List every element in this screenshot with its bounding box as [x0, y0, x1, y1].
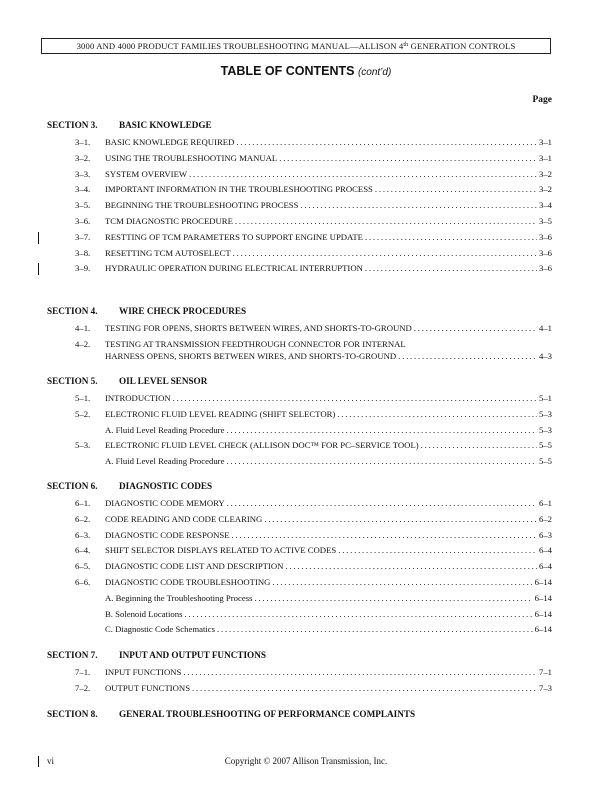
section-title: WIRE CHECK PROCEDURES [119, 306, 247, 316]
dot-leader [192, 682, 537, 694]
entry-title: TCM DIAGNOSTIC PROCEDURE [105, 216, 233, 226]
entry-line [105, 392, 552, 404]
entry-page: 6–4 [538, 545, 552, 556]
toc-entry [75, 183, 552, 195]
dot-leader [227, 497, 537, 509]
section-heading [47, 481, 212, 491]
entry-title: RESTTING OF TCM PARAMETERS TO SUPPORT ENGINE UPDATE [105, 231, 363, 242]
entry-number: 6–5. [75, 561, 91, 572]
entry-number: 6–1. [75, 498, 91, 508]
entry-number: 7–2. [75, 682, 91, 693]
entry-title: TESTING FOR OPENS, SHORTS BETWEEN WIRES, AND SHORTS-TO-GROUND [105, 323, 412, 333]
dot-leader [217, 623, 533, 635]
section-title: INPUT AND OUTPUT FUNCTIONS [119, 650, 266, 660]
change-bar [38, 232, 39, 244]
dot-leader [375, 183, 537, 195]
entry-page: 6–1 [538, 498, 552, 508]
toc-entry [75, 408, 552, 420]
entry-page: 5–3 [538, 408, 552, 419]
banner-text-post: GENERATION CONTROLS [408, 41, 516, 51]
toc-entry [75, 513, 552, 525]
entry-line [105, 262, 552, 274]
entry-line [105, 592, 552, 604]
entry-number: 3–8. [75, 247, 91, 258]
toc-entry [75, 392, 552, 404]
entry-line [105, 560, 552, 572]
dot-leader [264, 513, 537, 525]
entry-title: INPUT FUNCTIONS [105, 667, 182, 677]
toc-entry [75, 262, 552, 274]
entry-title: CODE READING AND CODE CLEARING [105, 513, 263, 524]
entry-number: 4–1. [75, 323, 91, 333]
section-title: BASIC KNOWLEDGE [119, 120, 212, 130]
entry-page: 3–2 [538, 168, 552, 179]
entry-line [105, 576, 552, 588]
entry-title: B. Solenoid Locations [105, 608, 183, 619]
toc-entry [75, 136, 552, 148]
page-number: vi [47, 756, 55, 766]
dot-leader [279, 152, 537, 164]
copyright-footer: Copyright © 2007 Allison Transmission, Inc. [224, 756, 388, 766]
entry-line [105, 544, 552, 556]
entry-title: HYDRAULIC OPERATION DURING ELECTRICAL INTERRUPTION [105, 263, 363, 274]
entry-title: DIAGNOSTIC CODE TROUBLESHOOTING [105, 577, 271, 587]
entry-page: 3–1 [538, 137, 552, 147]
entry-number: 3–3. [75, 168, 91, 179]
section-title: DIAGNOSTIC CODES [119, 481, 213, 491]
entry-number: 6–2. [75, 513, 91, 524]
entry-page: 5–1 [538, 393, 552, 403]
entry-title: BEGINNING THE TROUBLESHOOTING PROCESS [105, 200, 299, 211]
entry-page: 3–1 [538, 152, 552, 163]
entry-title: USING THE TROUBLESHOOTING MANUAL [105, 152, 278, 163]
entry-title: ELECTRONIC FLUID LEVEL READING (SHIFT SELECTOR) [105, 408, 336, 419]
toc-entry [75, 592, 552, 604]
section-title: GENERAL TROUBLESHOOTING OF PERFORMANCE COMPLAINTS [119, 709, 416, 719]
toc-entry [75, 455, 552, 467]
entry-page: 6–14 [534, 592, 552, 603]
change-bar [38, 263, 39, 275]
entry-page: 3–6 [538, 231, 552, 242]
dot-leader [236, 136, 537, 148]
dot-leader [272, 576, 532, 588]
entry-number: 3–9. [75, 263, 91, 274]
entry-line [105, 408, 552, 420]
entry-number: 3–4. [75, 184, 91, 195]
section-heading [47, 709, 415, 719]
entry-line [105, 231, 552, 243]
dot-leader [184, 608, 532, 620]
entry-number: 3–2. [75, 152, 91, 163]
entry-line [105, 350, 552, 362]
dot-leader [365, 231, 537, 243]
entry-title: DIAGNOSTIC CODE LIST AND DESCRIPTION [105, 561, 284, 572]
page-column-label: Page [532, 95, 552, 105]
dot-leader [233, 247, 537, 259]
entry-page: 3–5 [538, 216, 552, 226]
entry-title: BASIC KNOWLEDGE REQUIRED [105, 137, 235, 147]
toc-entry [75, 666, 552, 678]
entry-line [105, 247, 552, 259]
section-number: SECTION 5. [47, 376, 98, 386]
dot-leader [414, 322, 537, 334]
entry-line [105, 215, 552, 227]
toc-entry [75, 215, 552, 227]
entry-line [105, 666, 552, 678]
toc-entry [75, 199, 552, 211]
entry-number: 4–2. [75, 338, 91, 349]
entry-number: 6–6. [75, 577, 91, 587]
entry-title: C. Diagnostic Code Schematics [105, 624, 216, 635]
entry-title: HARNESS OPENS, SHORTS BETWEEN WIRES, AND SHORTS-TO-GROUND [105, 350, 397, 361]
toc-entry [75, 338, 552, 362]
entry-number: 6–4. [75, 545, 91, 556]
entry-title: ELECTRONIC FLUID LEVEL CHECK (ALLISON DOC™ FOR PC–SERVICE TOOL) [105, 440, 419, 451]
entry-line [105, 529, 552, 541]
entry-page: 6–14 [534, 577, 552, 587]
entry-number: 3–5. [75, 200, 91, 211]
entry-line [105, 168, 552, 180]
section-heading [47, 120, 212, 130]
entry-line [105, 424, 552, 436]
entry-line [105, 623, 552, 635]
toc-entry [75, 168, 552, 180]
entry-page: 3–4 [538, 200, 552, 211]
toc-entry [75, 544, 552, 556]
entry-title: A. Fluid Level Reading Procedure [105, 424, 225, 435]
section-number: SECTION 4. [47, 306, 98, 316]
dot-leader [232, 529, 537, 541]
banner-superscript: th [403, 42, 409, 48]
section-number: SECTION 6. [47, 481, 98, 491]
section-number: SECTION 3. [47, 120, 98, 130]
dot-leader [421, 439, 537, 451]
entry-title: IMPORTANT INFORMATION IN THE TROUBLESHOOTING PROCESS [105, 184, 373, 195]
entry-page: 5–5 [538, 456, 552, 467]
dot-leader [173, 392, 537, 404]
entry-number: 5–3. [75, 440, 91, 451]
dot-leader [183, 666, 537, 678]
dot-leader [300, 199, 537, 211]
section-title: OIL LEVEL SENSOR [119, 376, 208, 386]
dot-leader [337, 408, 537, 420]
dot-leader [189, 168, 537, 180]
toc-entry [75, 152, 552, 164]
entry-line [105, 199, 552, 211]
entry-title: DIAGNOSTIC CODE RESPONSE [105, 529, 230, 540]
toc-entry [75, 231, 552, 243]
entry-number: 7–1. [75, 667, 91, 677]
toc-entry [75, 247, 552, 259]
toc-entry [75, 576, 552, 588]
entry-page: 3–2 [538, 184, 552, 195]
entry-page: 7–3 [538, 682, 552, 693]
entry-title: RESETTING TCM AUTOSELECT [105, 247, 231, 258]
entry-line [105, 455, 552, 467]
entry-page: 6–4 [538, 561, 552, 572]
entry-number: 6–3. [75, 529, 91, 540]
entry-page: 6–14 [534, 608, 552, 619]
section-heading [47, 650, 266, 660]
entry-page: 6–3 [538, 529, 552, 540]
title-continued: (cont’d) [357, 67, 392, 78]
entry-title: SHIFT SELECTOR DISPLAYS RELATED TO ACTIVE CODES [105, 545, 337, 556]
entry-page: 3–6 [538, 263, 552, 274]
toc-entry [75, 623, 552, 635]
entry-page: 6–14 [534, 624, 552, 635]
entry-page: 5–3 [538, 424, 552, 435]
banner-text-pre: 3000 AND 4000 PRODUCT FAMILIES TROUBLESHOOTING MANUAL—ALLISON 4 [76, 41, 404, 51]
entry-page: 3–6 [538, 247, 552, 258]
entry-title: INTRODUCTION [105, 393, 171, 403]
entry-number: 3–1. [75, 137, 91, 147]
entry-page: 4–1 [538, 323, 552, 333]
entry-number: 5–2. [75, 408, 91, 419]
section-heading [47, 306, 246, 316]
entry-line [105, 439, 552, 451]
entry-page: 7–1 [538, 667, 552, 677]
title-main: TABLE OF CONTENTS [220, 64, 355, 78]
toc-entry [75, 322, 552, 334]
entry-number: 3–6. [75, 216, 91, 226]
toc-entry [75, 529, 552, 541]
section-number: SECTION 8. [47, 709, 98, 719]
dot-leader [398, 350, 537, 362]
dot-leader [254, 592, 532, 604]
section-heading [47, 376, 207, 386]
entry-line [105, 608, 552, 620]
toc-entry [75, 560, 552, 572]
dot-leader [226, 424, 537, 436]
entry-line [105, 682, 552, 694]
entry-number: 5–1. [75, 393, 91, 403]
dot-leader [226, 455, 537, 467]
entry-page: 4–3 [538, 350, 552, 361]
dot-leader [285, 560, 537, 572]
toc-entry [75, 497, 552, 509]
entry-line [105, 497, 552, 509]
entry-title: A. Fluid Level Reading Procedure [105, 456, 225, 467]
dot-leader [338, 544, 537, 556]
section-number: SECTION 7. [47, 650, 98, 660]
toc-entry [75, 608, 552, 620]
toc-entry [75, 439, 552, 451]
entry-title: A. Beginning the Troubleshooting Process [105, 592, 253, 603]
entry-line [105, 136, 552, 148]
entry-title: SYSTEM OVERVIEW [105, 168, 188, 179]
entry-line [105, 152, 552, 164]
entry-page: 5–5 [538, 440, 552, 451]
dot-leader [235, 215, 537, 227]
entry-title: OUTPUT FUNCTIONS [105, 682, 191, 693]
entry-line [105, 322, 552, 334]
entry-title-line1: TESTING AT TRANSMISSION FEEDTHROUGH CONNECTOR FOR INTERNAL [105, 338, 406, 349]
entry-page: 6–2 [538, 513, 552, 524]
entry-line [105, 183, 552, 195]
entry-line [105, 513, 552, 525]
dot-leader [365, 262, 537, 274]
entry-title: DIAGNOSTIC CODE MEMORY [105, 498, 225, 508]
entry-number: 3–7. [75, 231, 91, 242]
toc-entry [75, 682, 552, 694]
toc-entry [75, 424, 552, 436]
